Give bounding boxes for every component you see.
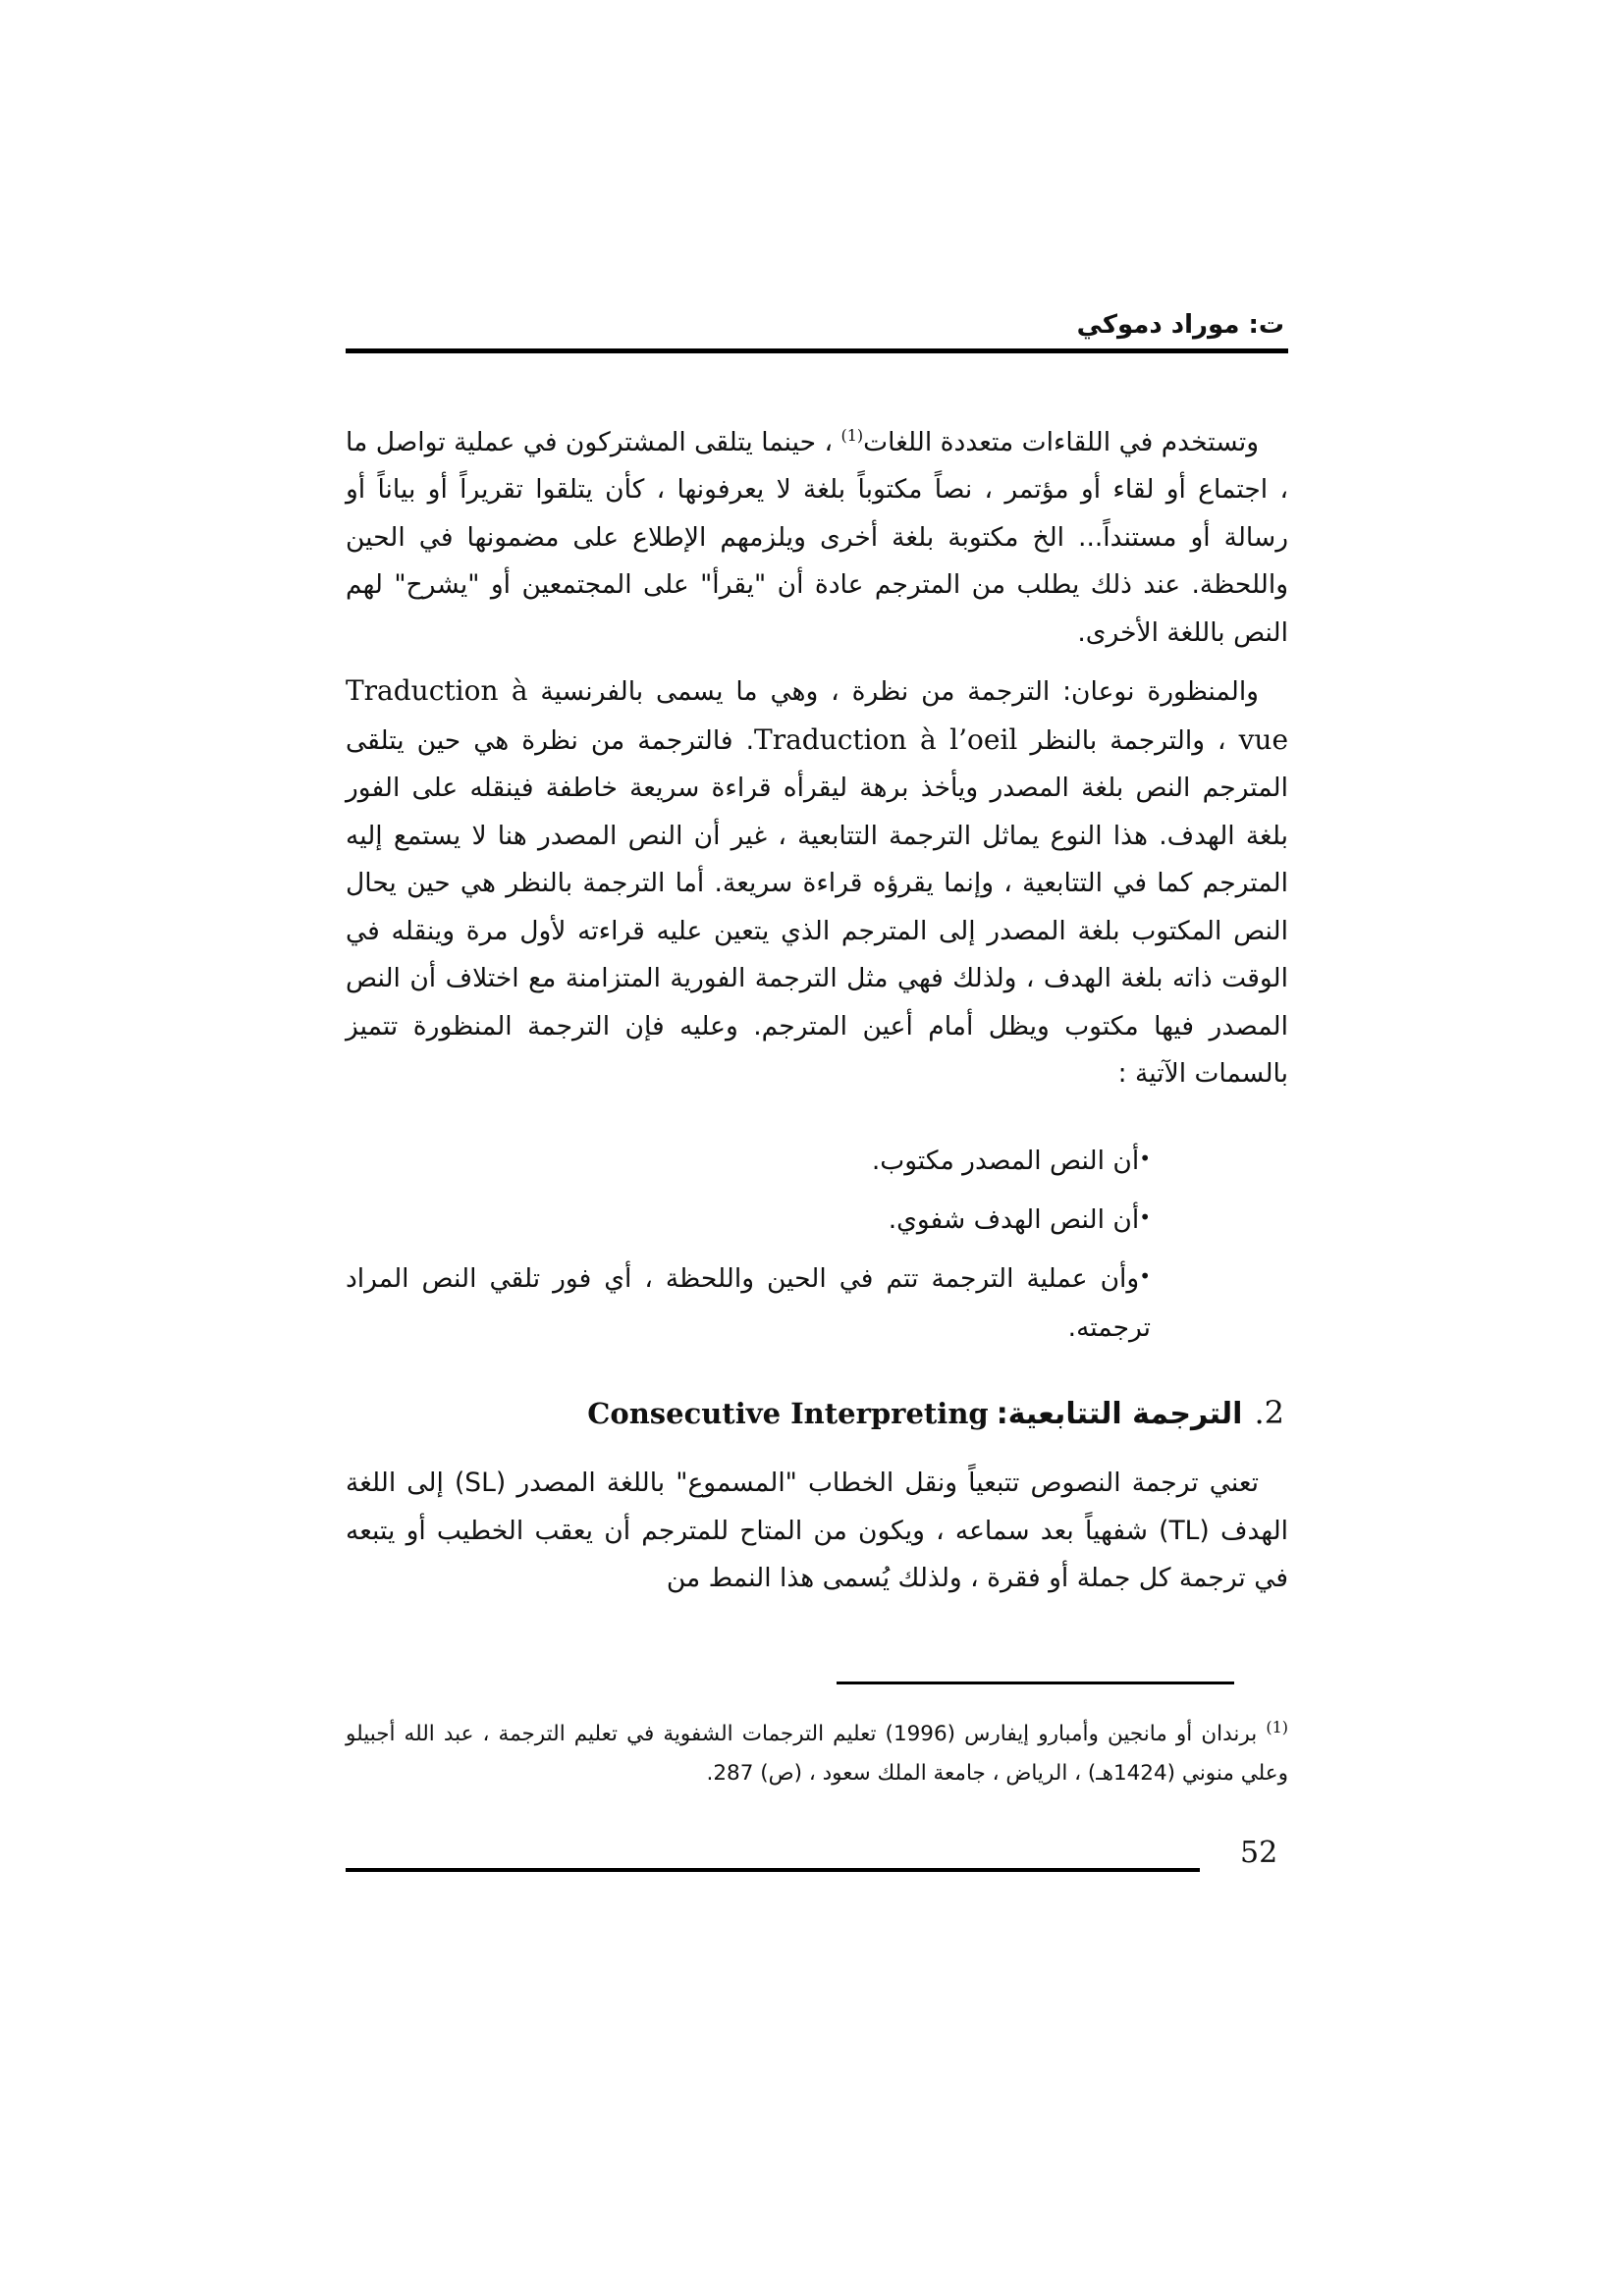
paragraph-3-text: تعني ترجمة النصوص تتبعياً ونقل الخطاب "المسموع" باللغة المصدر (SL) إلى اللغة الهدف (TL) شفهياً بعد سماعه ، ويكون من المتاح للمترجم أن يعقب الخطيب أو يتبعه في ترجمة كل جملة أو فقرة ، ولذلك يُسمى هذا النمط من bbox=[346, 1468, 1288, 1593]
paragraph-2-latin-term-2: Traduction à l’oeil bbox=[754, 722, 1018, 756]
paragraph-2-latin-term-1: Traduction à vue bbox=[346, 674, 1289, 756]
running-head: ت: موراد دموكي bbox=[1076, 310, 1284, 340]
section-title-english: Consecutive Interpreting bbox=[587, 1397, 989, 1430]
section-heading bbox=[587, 1394, 1284, 1431]
list-item-text: أن النص المصدر مكتوب. bbox=[871, 1146, 1140, 1176]
paragraph-3 bbox=[346, 1460, 1288, 1603]
paragraph-1-text-b: ، حينما يتلقى المشتركون في عملية تواصل ما ، اجتماع أو لقاء أو مؤتمر ، نصاً مكتوباً بلغة لا يعرفونها ، كأن يتلقوا تقريراً أو بياناً أو رسالة أو مستنداً... الخ مكتوبة بلغة أخرى ويلزمهم الإطلاع على مضمونها في الحين واللحظة. عند ذلك يطلب من المترجم عادة أن "يقرأ" على المجتمعين أو "يشرح" لهم النص باللغة الأخرى. bbox=[346, 426, 1288, 648]
paragraph-2-text-c: . فالترجمة من نظرة هي حين يتلقى المترجم النص بلغة المصدر ويأخذ برهة ليقرأه قراءة سريعة خاطفة فينقله على الفور بلغة الهدف. هذا النوع يماثل الترجمة التتابعية ، غير أن النص المصدر هنا لا يستمع إليه المترجم كما في التتابعية ، وإنما يقرؤه قراءة سريعة. أما الترجمة بالنظر هي حين يحال النص المكتوب بلغة المصدر إلى المترجم الذي يتعين عليه قراءته لأول مرة وينقله في الوقت ذاته بلغة الهدف ، ولذلك فهي مثل الترجمة الفورية المتزامنة مع اختلاف أن النص المصدر فيها مكتوب ويظل أمام أعين المترجم. وعليه فإن الترجمة المنظورة تتميز بالسمات الآتية : bbox=[346, 724, 1288, 1089]
list-item bbox=[346, 1252, 1288, 1353]
footer-divider bbox=[346, 1868, 1200, 1872]
paragraph-1-text-a: وتستخدم في اللقاءات متعددة اللغات bbox=[863, 426, 1260, 457]
section-title-arabic: الترجمة التتابعية: bbox=[996, 1397, 1243, 1431]
bullet-icon: • bbox=[1139, 1264, 1151, 1288]
page-number: 52 bbox=[1240, 1836, 1278, 1870]
section-number: 2. bbox=[1254, 1394, 1284, 1431]
list-item-text: أن النص الهدف شفوي. bbox=[888, 1204, 1140, 1235]
header-divider bbox=[346, 348, 1288, 353]
list-item bbox=[346, 1193, 1288, 1245]
footnote bbox=[346, 1708, 1288, 1793]
footnote-ref-1: (1) bbox=[840, 426, 864, 445]
list-item-text: وأن عملية الترجمة تتم في الحين واللحظة ، أي فور تلقي النص المراد ترجمته. bbox=[346, 1263, 1151, 1343]
footnote-text: برندان أو مانجين وأمبارو إيفارس (1996) تعليم الترجمات الشفوية في تعليم الترجمة ، عبد الله أجبيلو وعلي منوني (1424هـ) ، الرياض ، جامعة الملك سعود ، (ص) 287. bbox=[346, 1722, 1288, 1787]
list-item bbox=[346, 1134, 1288, 1186]
paragraph-2-text-a: والمنظورة نوعان: الترجمة من نظرة ، وهي ما يسمى بالفرنسية bbox=[527, 676, 1259, 707]
bullet-icon: • bbox=[1139, 1147, 1151, 1170]
paragraph-2 bbox=[346, 667, 1288, 1098]
footnote-marker: (1) bbox=[1266, 1718, 1288, 1736]
features-list bbox=[346, 1134, 1288, 1360]
footnote-divider bbox=[837, 1682, 1234, 1684]
paragraph-1 bbox=[346, 412, 1288, 657]
bullet-icon: • bbox=[1139, 1205, 1151, 1229]
paragraph-2-text-b: ، والترجمة بالنظر bbox=[1017, 724, 1239, 756]
